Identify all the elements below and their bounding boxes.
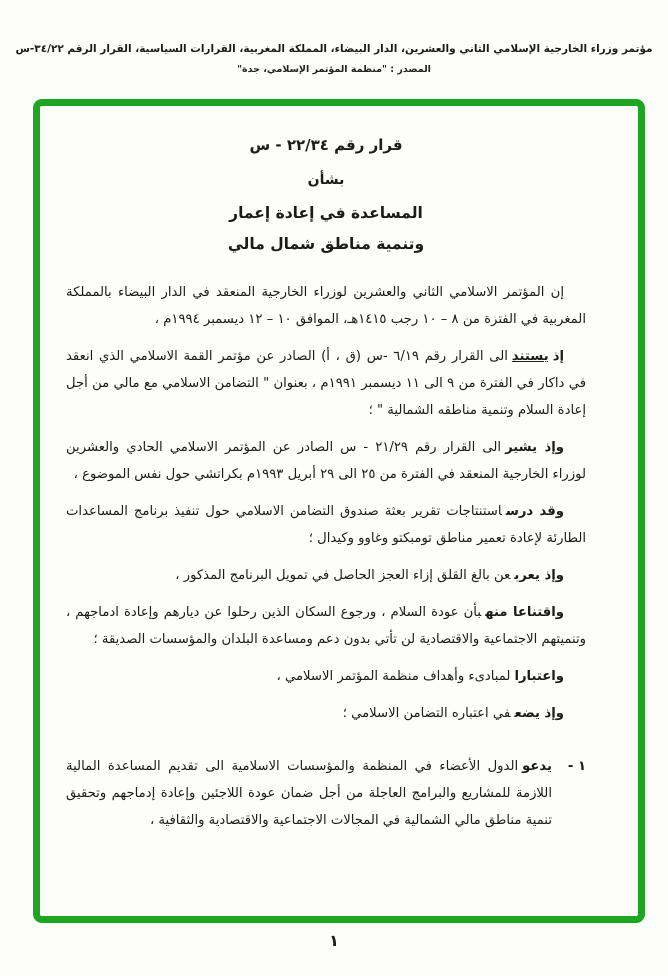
paragraph-lead-underlined: يستند [511,349,549,364]
paragraph-text: الى القرار رقم ٦/١٩ -س (ق ، أ) الصادر عن مؤتمر القمة الاسلامي الذي انعقد في داكار في الفترة من ٩ الى ١١ ديسمبر ١٩٩١م ، بعنوان " التضامن الاسلامي مع مالي من أجل إعادة السلام وتنمية مناطقه الشمالية " ؛ [66,349,586,418]
preamble-paragraph [66,700,586,727]
paragraph-text: استنتاجات تقرير بعثة صندوق التضامن الاسلامي حول تنفيذ برنامج المساعدات الطارئة لإعادة تعمير مناطق تومبكتو وغاوو وكيدال ؛ [66,504,586,546]
resolution-subject-line2: وتنمية مناطق شمال مالي [227,235,425,253]
paragraph-text: عن بالغ القلق إزاء العجز الحاصل في تمويل البرنامج المذكور ، [175,568,511,583]
item-body: الدول الأعضاء في المنظمة والمؤسسات الاسلامية الى تقديم المساعدة المالية اللازمة للمشاريع والبرامج العاجلة من أجل ضمان عودة اللاجئين وإعادة إدماجهم وتحقيق تنمية مناطق مالي الشمالية في المجالات الاجتماعية والاقتصادية والثقافية ، [66,759,552,828]
document-body [40,106,608,902]
preamble-paragraph [66,498,586,552]
paragraph-text: إن المؤتمر الاسلامي الثاني والعشرين لوزراء الخارجية المنعقد في الدار البيضاء بالمملكة المغربية في الفترة من ٨ – ١٠ رجب ١٤١٥هـ، الموافق ١٠ – ١٢ ديسمبر ١٩٩٤م ، [66,285,586,327]
item-text [66,753,552,834]
preamble-paragraph [66,343,586,424]
source-header-line1: مؤتمر وزراء الخارجية الإسلامي الثاني والعشرين، الدار البيضاء، المملكة المغربية، القرارات السياسية، القرار الرقم ٣٤/٢٢-س [15,43,653,55]
preamble-paragraph [66,434,586,488]
preamble-paragraph [66,562,586,589]
resolution-regarding: بشأن [307,172,345,188]
source-header-line2: المصدر : "منظمة المؤتمر الإسلامي، جدة" [237,64,431,75]
paragraph-lead: وقد درس [505,504,565,519]
paragraph-lead: وإذ يعرب [514,568,564,583]
resolution-title-block [66,136,586,253]
preamble-paragraph [66,279,586,333]
paragraph-lead: إذ [552,349,564,364]
paragraph-text: بأن عودة السلام ، ورجوع السكان الذين رحلوا عن ديارهم وإعادة ادماجهم ، وتنميتهم الاجتماعية والاقتصادية لن تأتي بدون دعم ومساعدة البلدان والمؤسسات الصديقة ؛ [66,605,586,647]
page-number: ١ [329,931,339,950]
paragraph-text: الى القرار رقم ٢١/٢٩ - س الصادر عن المؤتمر الاسلامي الحادي والعشرين لوزراء الخارجية المنعقد في الفترة من ٢٥ الى ٢٩ أبريل ١٩٩٣م بكراتشي حول نفس الموضوع ، [66,440,586,482]
paragraph-lead: واقتناعا منه [485,605,564,620]
preamble-paragraph [66,663,586,690]
source-header [0,42,668,77]
item-lead: يدعو [522,759,552,774]
paragraph-text: في اعتباره التضامن الاسلامي ؛ [342,706,511,721]
paragraph-lead: واعتبارا [514,669,564,684]
operative-item-1 [66,753,586,834]
resolution-number: قرار رقم ٢٢/٣٤ - س [249,136,403,154]
paragraph-lead: وإذ يشير [505,440,564,455]
paragraph-text: لمبادىء وأهداف منظمة المؤتمر الاسلامي ، [276,669,511,684]
item-number-marker: ١ - [567,759,586,774]
paragraph-lead: وإذ يضع [514,706,564,721]
preamble-paragraph [66,599,586,653]
resolution-subject-line1: المساعدة في إعادة إعمار [229,204,423,222]
